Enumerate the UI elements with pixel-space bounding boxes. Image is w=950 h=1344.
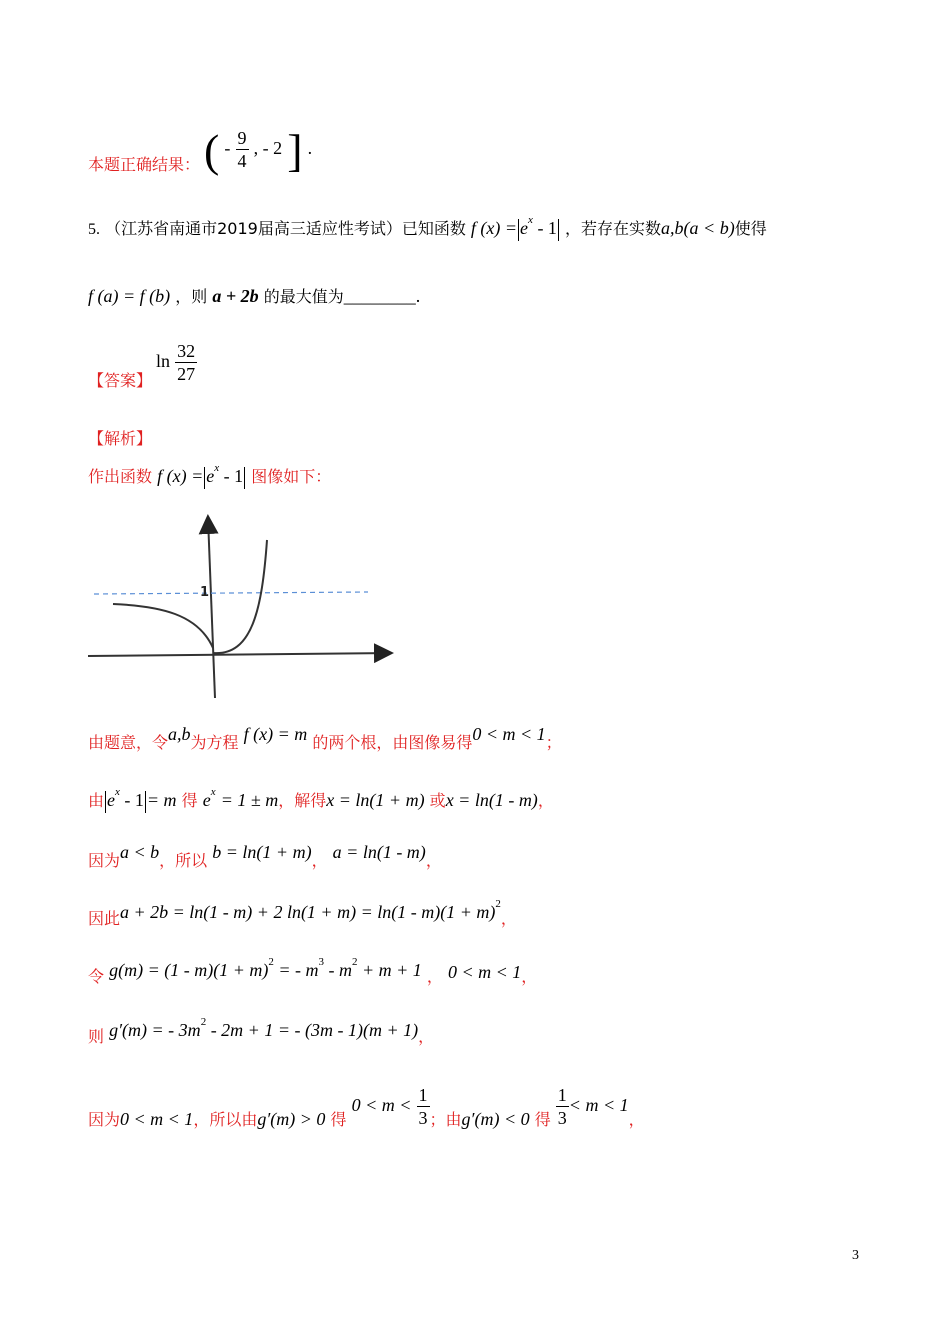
graph-intro-line: 作出函数 f $(x) = e^x - 1$ 图像如下： (88, 464, 331, 489)
result-value (204, 125, 313, 182)
curve-left-branch (113, 604, 213, 648)
analysis-label: 【解析】 (88, 429, 153, 448)
analysis-line-5: 令 $g(m) = (1 - m)(1 + m)^2$ = - $m^3 - m^2 + m + 1$ ， 0 < m < 1， (88, 956, 538, 986)
question-number: 5. (88, 221, 100, 238)
abs-bar-right (558, 219, 559, 241)
answer-label: 【答案】 (88, 371, 153, 390)
x-axis (88, 653, 390, 656)
graph-label-one: 1 (200, 585, 210, 600)
question-condition: f (a) = f (b) (88, 286, 171, 306)
analysis-line-1: 由题意，令a,b为方程 f (x) = m 的两个根，由图像易得0 < m < 1； (88, 724, 562, 752)
question-line-2: f (a) = f (b) ，则 a + 2b 的最大值为________. (88, 286, 421, 306)
curve-right-branch (213, 540, 267, 653)
question-line-1: 5. （江苏省南通市2019届高三适应性考试）已知函数 f $(x) = e^x - 1$ ，若存在实数a,b(a < b)使得 (88, 216, 767, 241)
fraction-one-third-a: $\frac{1}{3}$ (418, 1085, 428, 1128)
result-tail: , - 2 (253, 138, 283, 158)
answer-value: ln $\frac{32}{27}$ (156, 341, 196, 384)
dashed-line-y-equals-1 (94, 592, 368, 594)
analysis-line-6: 则 g′(m) = - $3m^2 - 2m + 1$ = - (3m - 1)(m + 1)， (88, 1016, 435, 1046)
analysis-line-3: 因为a < b，所以 b = ln(1 + m)， a = ln(1 - m)， (88, 842, 442, 870)
question-vars: a,b(a < b) (661, 218, 735, 238)
result-fraction: $\frac{9}{4}$ (237, 128, 247, 171)
result-label: 本题正确结果： (88, 155, 201, 174)
answer-blank: ________. (343, 286, 421, 306)
abs-bar-left (518, 219, 519, 241)
page-number: 3 (852, 1248, 859, 1263)
question-target: a + 2b (212, 286, 259, 306)
question-func: f (x) = (470, 218, 518, 238)
question-source: （江苏省南通市2019届高三适应性考试）已知函数 (105, 219, 466, 238)
fraction-one-third-b: $\frac{1}{3}$ (557, 1085, 567, 1128)
left-bracket: ( (204, 125, 220, 176)
y-axis (208, 518, 215, 698)
analysis-line-2: 由 $e^x - 1 = m$ 得 $e^x = 1 \pm m$，解得x = ln(1 + m) 或x = ln(1 - m)， (88, 788, 554, 813)
function-graph (80, 510, 400, 705)
right-bracket: ] (287, 125, 303, 176)
answer-fraction: $\frac{32}{27}$ (177, 341, 196, 384)
result-neg: - (224, 138, 231, 158)
analysis-line-4: 因此a + 2b = ln(1 - m) + 2 $\ln(1 + m) = \ln(1 - m)(1 + m)^2$， (88, 898, 517, 928)
analysis-line-7: 因为0 < m < 1，所以由g′(m) > 0 得 0 < m < $\frac{1}{3}$ ；由g′(m) < 0 得 $\frac{1}{3}$ < m < 1， (88, 1085, 645, 1129)
result-end: . (307, 138, 313, 158)
